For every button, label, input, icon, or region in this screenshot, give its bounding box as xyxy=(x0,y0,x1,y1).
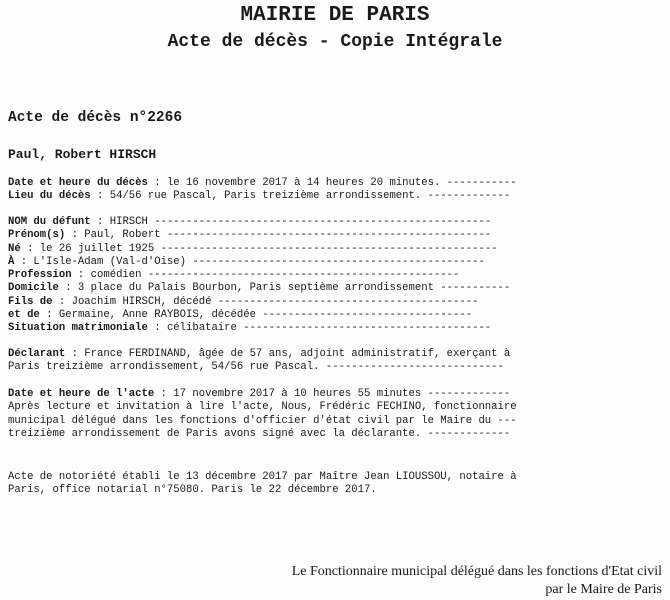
mother-line xyxy=(8,309,608,322)
document-title: MAIRIE DE PARIS xyxy=(240,4,430,27)
profession-fill: ------------------------------------------------- xyxy=(147,269,460,282)
birth-place-line xyxy=(8,256,608,269)
prenom-value: : Paul, Robert xyxy=(65,229,167,242)
nom-value: : HIRSCH xyxy=(90,216,155,228)
acte-date-fill: ------------- xyxy=(427,388,511,400)
father-value: : Joachim HIRSCH, décédé xyxy=(52,295,218,308)
mother-value: : Germaine, Anne RAYBOIS, décédée xyxy=(39,309,263,322)
signature-line-1: Le Fonctionnaire municipal délégué dans les fonctions d'Etat civil xyxy=(291,564,662,579)
nom-label: NOM du défunt xyxy=(8,216,91,228)
acte-text-line-4-value: treizième arrondissement de Paris avons signé avec la déclarante. xyxy=(8,427,428,440)
profession-line xyxy=(8,269,608,282)
marital-status-fill: --------------------------------------- xyxy=(243,322,492,335)
declarant-line-1 xyxy=(8,348,608,361)
acte-date-value: : 17 novembre 2017 à 10 heures 55 minutes xyxy=(154,388,428,400)
acte-text-line-2: Après lecture et invitation à lire l'acte, Nous, Frédéric FECHINO, fonctionnaire xyxy=(8,401,517,414)
declarant-fill: ---------------------------- xyxy=(325,361,504,374)
notoriete-line-1: Acte de notoriété établi le 13 décembre 2017 par Maître Jean LIOUSSOU, notaire à xyxy=(8,471,517,483)
signature-line-2: par le Maire de Paris xyxy=(545,582,662,597)
acte-text-line-4 xyxy=(8,428,608,441)
deceased-full-name: Paul, Robert HIRSCH xyxy=(8,147,157,162)
mother-fill: --------------------------------- xyxy=(262,309,473,322)
acte-date-line xyxy=(8,388,608,401)
birth-date-fill: ----------------------------------------------------- xyxy=(160,242,498,255)
domicile-label: Domicile xyxy=(8,282,59,295)
deceased-details-section xyxy=(8,216,608,336)
birth-place-value: : L'Isle-Adam (Val-d'Oise) xyxy=(14,255,193,268)
declarant-value: : France FERDINAND, âgée de 57 ans, adjoint administratif, exerçant à xyxy=(65,348,511,360)
domicile-line xyxy=(8,282,608,295)
death-place-value: : 54/56 rue Pascal, Paris treizième arrondissement. xyxy=(90,190,428,203)
death-info-section xyxy=(8,177,608,204)
domicile-fill: ----------- xyxy=(440,282,511,295)
father-label: Fils de xyxy=(8,295,53,308)
marital-status-label: Situation matrimoniale xyxy=(8,322,148,335)
domicile-value: : 3 place du Palais Bourbon, Paris septième arrondissement xyxy=(58,282,441,295)
death-place-fill: ------------- xyxy=(427,190,511,203)
death-date-value: : le 16 novembre 2017 à 14 heures 20 minutes. xyxy=(147,177,447,189)
birth-date-value: : le 26 juillet 1925 xyxy=(20,242,161,255)
prenom-label: Prénom(s) xyxy=(8,229,66,242)
document-subtitle: Acte de décès - Copie Intégrale xyxy=(167,32,503,52)
death-date-line xyxy=(8,177,608,190)
acte-number: Acte de décès n°2266 xyxy=(8,110,183,126)
birth-place-label: À xyxy=(8,255,15,268)
profession-label: Profession xyxy=(8,269,72,282)
declarant-value-2: Paris treizième arrondissement, 54/56 rue Pascal. xyxy=(8,361,326,374)
mother-label: et de xyxy=(8,309,40,322)
birth-place-fill: ---------------------------------------------- xyxy=(192,255,485,268)
birth-date-label: Né xyxy=(8,242,21,255)
death-date-label: Date et heure du décès xyxy=(8,177,148,189)
prenom-fill: --------------------------------------------------- xyxy=(166,229,492,242)
death-date-fill: ----------- xyxy=(446,177,517,189)
declarant-section xyxy=(8,348,608,375)
marital-status-value: : célibataire xyxy=(147,322,244,335)
prenom-line xyxy=(8,229,608,242)
acte-date-label: Date et heure de l'acte xyxy=(8,388,155,400)
nom-fill: ----------------------------------------------------- xyxy=(154,216,492,228)
declarant-line-2 xyxy=(8,361,608,374)
birth-date-line xyxy=(8,243,608,256)
acte-text-line-4-fill: ------------- xyxy=(427,427,511,440)
notoriete-line-2: Paris, office notarial n°75080. Paris le 22 décembre 2017. xyxy=(8,484,377,497)
father-line xyxy=(8,296,608,309)
profession-value: : comédien xyxy=(71,269,148,282)
death-place-label: Lieu du décès xyxy=(8,190,91,203)
acte-date-section xyxy=(8,388,608,441)
nom-line xyxy=(8,216,608,229)
father-fill: ----------------------------------------- xyxy=(217,295,479,308)
death-place-line xyxy=(8,190,608,203)
marital-status-line xyxy=(8,322,608,335)
notoriete-section xyxy=(8,471,608,498)
acte-text-line-3: municipal délégué dans les fonctions d'officier d'état civil par le Maire du --- xyxy=(8,414,517,427)
declarant-label: Déclarant xyxy=(8,348,66,360)
